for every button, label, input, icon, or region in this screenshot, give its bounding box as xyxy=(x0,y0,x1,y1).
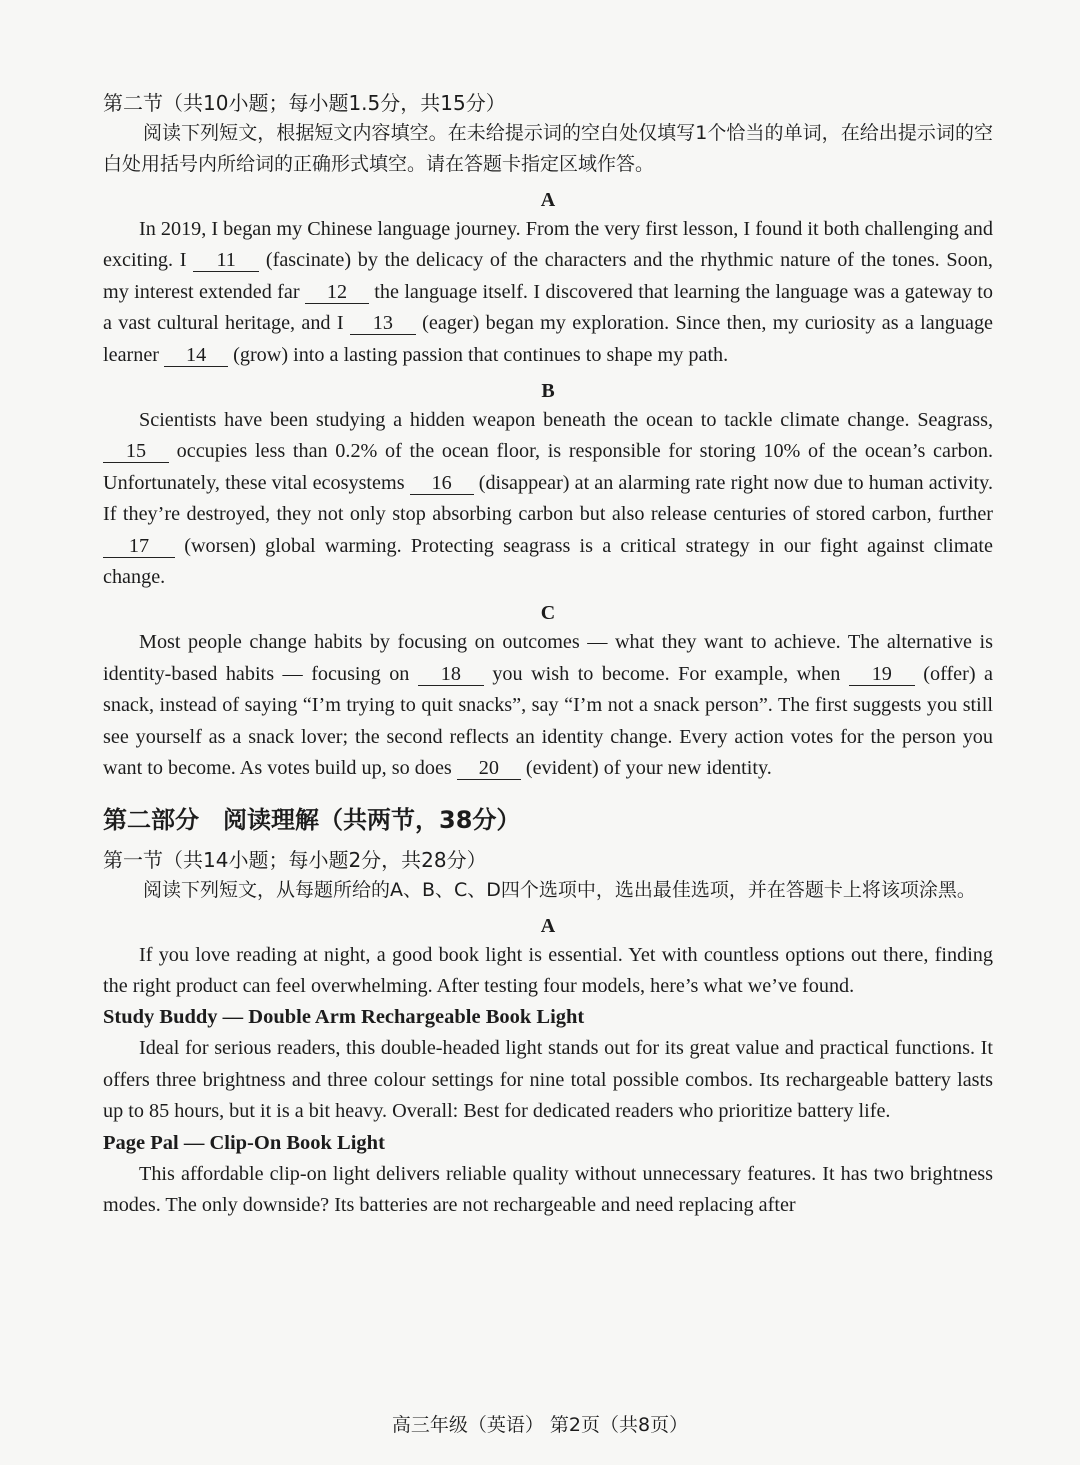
passage-text: (evident) of your new identity. xyxy=(520,757,772,780)
blank-12: 12 xyxy=(305,281,369,304)
passage-text: (offer) a snack, instead of saying “I’m trying to quit snacks”, say “I’m not a snack person”. The first suggests you still see yourself as a snack lover; the second reflects an identity change. Every action votes for the person you want to become. As votes build up, so does xyxy=(103,662,994,780)
blank-11: 11 xyxy=(193,249,259,272)
passage-text: occupies less than 0.2% of the ocean floor, is responsible for storing 10% of the ocean’s carbon. Unfortunately, these vital ecosystems xyxy=(103,440,993,494)
product-title: Study Buddy — Double Arm Rechargeable Book Light xyxy=(103,1006,585,1029)
passage-text: Scientists have been studying a hidden weapon beneath the ocean to tackle climate change. Seagrass, xyxy=(139,409,993,432)
section-heading: 第一节（共14小题；每小题2分，共28分） xyxy=(103,847,487,872)
product-title: Page Pal — Clip-On Book Light xyxy=(103,1131,385,1154)
passage-letter-a: A xyxy=(540,189,556,211)
page-content xyxy=(103,88,993,1221)
page-footer: 高三年级（英语） 第2页（共8页） xyxy=(391,1414,689,1436)
passage-letter-c: C xyxy=(540,602,556,625)
part-name: 阅读理解（共两节，38分） xyxy=(223,805,521,834)
blank-14: 14 xyxy=(164,344,228,367)
blank-19: 19 xyxy=(849,663,915,686)
passage-text: the language itself. I discovered that learning the language was a gateway to a vast cultural heritage, and I xyxy=(103,280,993,335)
passage-text: (eager) began my exploration. Since then, my curiosity as a language learner xyxy=(103,312,993,366)
reading-intro: If you love reading at night, a good book light is essential. Yet with countless options out there, finding the right product can feel overwhelming. After testing four models, here’s what we’ve found. xyxy=(103,943,993,997)
product-description: This affordable clip-on light delivers reliable quality without unnecessary features. It has two brightness modes. The only downside? Its batteries are not rechargeable and need replacing after xyxy=(103,1162,993,1216)
blank-15: 15 xyxy=(103,440,169,463)
blank-13: 13 xyxy=(350,312,416,335)
passage-text: (worsen) global warming. Protecting seagrass is a critical strategy in our fight against climate change. xyxy=(103,534,993,589)
section-instructions: 阅读下列短文，根据短文内容填空。在未给提示词的空白处仅填写1个恰当的单词，在给出提示词的空白处用括号内所给词的正确形式填空。请在答题卡指定区域作答。 xyxy=(103,122,993,175)
passage-letter-b: B xyxy=(541,380,555,403)
passage-letter-a: A xyxy=(540,914,556,937)
passage-text: (grow) into a lasting passion that continues to shape my path. xyxy=(228,343,729,366)
part-title xyxy=(103,803,993,837)
passage-c xyxy=(103,627,993,784)
passage-b xyxy=(103,405,993,593)
blank-18: 18 xyxy=(418,663,484,686)
passage-text: (disappear) at an alarming rate right now due to human activity. If they’re destroyed, they not only stop absorbing carbon but also release centuries of stored carbon, further xyxy=(103,471,993,526)
section-heading: 第二节（共10小题；每小题1.5分，共15分） xyxy=(103,91,506,115)
blank-20: 20 xyxy=(457,757,521,780)
blank-17: 17 xyxy=(103,535,175,558)
passage-text: (fascinate) by the delicacy of the characters and the rhythmic nature of the tones. Soon, my interest extended far xyxy=(103,249,993,303)
product-description: Ideal for serious readers, this double-headed light stands out for its great value and practical functions. It offers three brightness and three colour settings for nine total possible combos. Its rechargeable battery lasts up to 85 hours, but it is a bit heavy. Overall: Best for dedicated readers who prioritize battery life. xyxy=(103,1037,993,1123)
passage-text: Most people change habits by focusing on outcomes — what they want to achieve. The alternative is identity-based habits — focusing on xyxy=(103,631,993,685)
passage-a xyxy=(103,214,993,371)
passage-text: In 2019, I began my Chinese language journey. From the very first lesson, I found it both challenging and exciting. I xyxy=(103,218,993,272)
passage-text: you wish to become. For example, when xyxy=(483,662,849,685)
section-instructions: 阅读下列短文，从每题所给的A、B、C、D四个选项中，选出最佳选项，并在答题卡上将该项涂黑。 xyxy=(143,878,976,901)
part-number: 第二部分 xyxy=(103,805,199,834)
blank-16: 16 xyxy=(410,472,474,495)
